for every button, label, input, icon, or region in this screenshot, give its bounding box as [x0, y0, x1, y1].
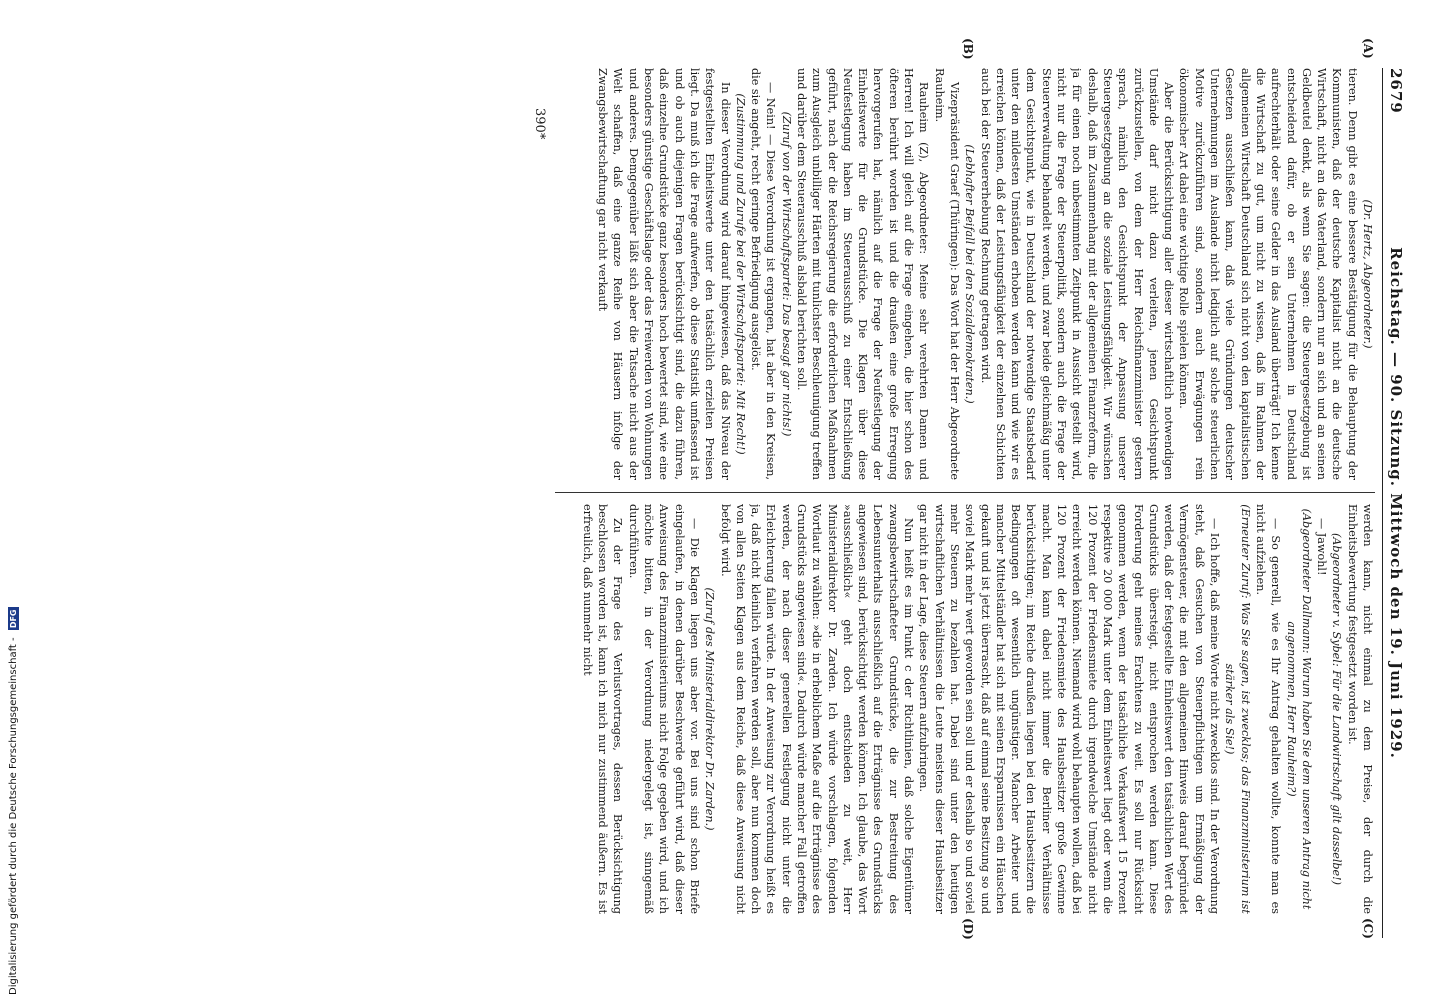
page-title: Reichstag. — 90. Sitzung. Mittwoch den 19. Juni 1929.: [1387, 247, 1405, 759]
dfg-logo: DFG: [9, 609, 18, 629]
text-column-first: [565, 68, 1375, 480]
text-column-second: [565, 504, 1375, 914]
paragraph: (Abgeordneter v. Sybel: Für die Landwirtschaft gilt dasselbe!): [1330, 532, 1344, 886]
margin-marker-c: (C): [1361, 918, 1375, 939]
paragraph: — Ich hoffe, daß meine Worte nicht zwecklos sind. In der Verordnung steht, daß Gesuchen von Steuerpflichtigen um Ermäßigung der Vermögensteuer, die mit den allgemeinen Hinweis darauf begründet werden, daß der festgestellte Einheitswert den tatsächlichen Wert des Grundstücks übersteigt, nicht entsprochen werden kann. Diese Forderung geht meines Erachtens zu weit. Es soll nur Rücksicht genommen werden, wenn der tatsächliche Verkaufswert 15 Prozent respektive 20 000 Mark unter dem Einheitswert liegt oder wenn die 120 Prozent der Friedensmiete durch irgendwelche Umstände nicht erreicht werden können. Niemand wird wohl behaupten wollen, daß bei 120 Prozent der Friedensmiete des Hausbesitzer große Gewinne macht. Man kann dabei nicht immer die Berliner Verhältnisse berücksichtigen; im Reiche draußen liegen bei den Hausbesitzern die Bedingungen oft wesentlich ungünstiger. Mancher Arbeiter und mancher Mittelständler hat sich mit seinen Ersparnissen ein Häuschen gekauft und ist jetzt überrascht, daß auf einmal seine Besitzung so und soviel Mark mehr wert geworden sein soll und er deshalb so und soviel mehr Steuern zu bezahlen hat. Dabei sind unter den heutigen wirtschaftlichen Verhältnissen die Leute meistens dieser Hausbesitzer gar nicht in der Lage, diese Steuern aufzubringen.: [917, 504, 1222, 914]
paragraph: Rauheim (Z), Abgeordneter: Meine sehr verehrten Damen und Herren! Ich will gleich auf die Frage eingehen, die hier schon des öfteren berührt worden ist und die draußen eine große Erregung hervorgerufen hat, nämlich auf die Frage der Neufestlegung der Einheitswerte für die Grundstücke. Die Klagen über diese Neufestlegung haben im Steuerausschuß zu einer Entschließung geführt, nach der die Reichsregierung die erforderlichen Maßnahmen zum Ausgleich unbilliger Härten mit tunlichster Beschleunigung treffen und darüber dem Steuerausschuß alsbald berichten soll.: [795, 68, 931, 480]
paragraph: tieren. Denn gibt es eine bessere Bestätigung für die Behauptung der Kommunisten, daß der deutsche Kapitalist nicht an die deutsche Wirtschaft, nicht an das Vaterland, sondern nur an sich und an seinen Geldbeutel denkt, als wenn Sie sagen: die Steuergesetzgebung ist entscheidend dafür, ob er sein Unternehmen in Deutschland aufrechterhält oder seine Gelder in das Ausland überträgt! Ich kenne die Wirtschaft zu gut, um nicht zu wissen, daß im Rahmen der allgemeinen Wirtschaft Deutschland sich nicht von den kapitalistischen Gesetzen ausschließen kann, daß viele Gründungen deutscher Unternehmungen im Auslande nicht lediglich auf solche steuerlichen Motive zurückzuführen sind, sondern auch Erwägungen rein ökonomischer Art dabei eine wichtige Rolle spielen können.: [1177, 68, 1359, 480]
paragraph: (Abgeordneter Dallmann: Warum haben Sie dem unseren Antrag nicht angenommen, Herr Rauheim?): [1284, 508, 1313, 910]
rotated-page: [315, 38, 1405, 940]
paragraph: — Nein! — Diese Verordnung ist ergangen, hat aber in den Kreisen, die sie angeht, recht geringe Befriedigung ausgelöst.: [749, 68, 778, 480]
page-header: [1382, 68, 1405, 938]
credit-text: Digitalisierung gefördert durch die Deutsche Forschungsgemeinschaft -: [8, 637, 19, 995]
paragraph: (Lebhafter Beifall bei den Sozialdemokraten.): [963, 144, 977, 404]
paragraph: werden kann, nicht einmal zu dem Preise, der durch die Einheitsbewertung festgesetzt worden ist.: [1345, 504, 1374, 914]
paragraph: (Zustimmung und Zurufe bei der Wirtschaftspartei: Mit Recht!): [733, 93, 747, 455]
margin-marker-b: (B): [961, 38, 975, 60]
paragraph: Zu der Frage des Verlustvortrages, dessen Berücksichtigung beschlossen worden ist, kann ich mich nur zustimmend äußern. Es ist erfreulich, daß nunmehr nicht: [580, 504, 625, 914]
speaker-intro: (Dr. Hertz, Abgeordneter.): [1361, 199, 1374, 349]
paragraph: Vizepräsident Graef (Thüringen): Das Wort hat der Herr Abgeordnete Rauheim.: [932, 68, 961, 480]
paragraph: — So generell, wie es Ihr Antrag gehalten wollte, konnte man es nicht aufziehen.: [1253, 504, 1283, 914]
paragraph: — Jawohl!: [1315, 518, 1329, 576]
paragraph: — Die Klagen liegen uns aber vor. Bei uns sind schon Briefe eingelaufen, in denen darüber Beschwerde geführt wird, daß dieser Anweisung des Finanzministeriums nicht Folge gegeben wird, und ich möchte bitten, in der Verordnung niedergelegt ist, sinngemäß durchführen.: [626, 504, 701, 914]
paragraph: Aber die Berücksichtigung aller dieser wirtschaftlich notwendigen Umstände darf nicht dazu verleiten, jenen Gesichtspunkt zurückzustellen, von dem der Herr Reichsfinanzminister gestern sprach, nämlich den Gesichtspunkt der Anpassung unserer Steuergesetzgebung an die soziale Leistungsfähigkeit. Wir wünschen deshalb, daß im Zusammenhang mit der allgemeinen Finanzreform, die ja für einen noch unbestimmten Zeitpunkt in Aussicht gestellt wird, nicht nur die Frage der Steuerpolitik, sondern auch die Frage der Steuerverwaltung behandelt werden, und zwar beide gleichmäßig unter dem Gesichtspunkt, wie in Deutschland der notwendige Staatsbedarf unter den mildesten Umständen erhoben werden kann und wie wir es erreichen können, daß der Leistungsfähigkeit der einzelnen Schichten auch bei der Steuererhebung Rechnung getragen wird.: [978, 68, 1176, 480]
column-divider: [555, 492, 1375, 493]
margin-marker-d: (D): [961, 918, 975, 940]
paragraph: (Zuruf des Ministerialdirektor Dr. Zarden.): [703, 587, 717, 831]
digitization-credit: [8, 608, 19, 996]
page-number: 2679: [1387, 68, 1405, 114]
paragraph: (Erneuter Zuruf: Was Sie sagen, ist zwecklos; das Finanzministerium ist stärker als Sie!): [1223, 504, 1252, 914]
paragraph: (Zuruf von der Wirtschaftspartei: Das besagt gar nichts!): [779, 111, 793, 437]
sheet-mark: 390*: [532, 108, 547, 140]
margin-marker-a: (A): [1361, 38, 1375, 59]
paragraph: Nun heißt es im Punkt c der Richtlinien, daß solche Eigentümer zwangsbewirtschafteter Grundstücke, die zur Bestreitung des Lebensunterhalts ausschließlich auf die Erträgnisse des Grundstücks angewiesen sind, berücksichtigt werden können. Ich glaube, das Wort »ausschließlich« geht doch entschieden zu weit, Herr Ministerialdirektor Dr. Zarden. Ich würde vorschlagen, folgenden Wortlaut zu wählen: »die in erheblichem Maße auf die Erträgnisse des Grundstücks angewiesen sind«. Dadurch würde mancher Fall getroffen werden, der nach dieser generellen Festlegung nicht unter die Erleichterung fallen würde. In der Anweisung zur Verordnung heißt es ja, daß nicht kleinlich verfahren werden soll, aber nun kommen doch von allen Seiten Klagen aus dem Reiche, daß diese Anweisung nicht befolgt wird.: [718, 504, 916, 914]
paragraph: In dieser Verordnung wird darauf hingewiesen, daß das Niveau der festgestellten Einheitswerte unter den tatsächlich erzielten Preisen liegt. Da muß ich die Frage aufwerfen, ob diese Statistik umfassend ist und ob auch diejenigen Fragen berücksichtigt sind, die dazu führen, daß einzelne Grundstücke ganz besonders hoch bewertet sind, wie eine besonders günstige Geschäftslage oder das Freiwerden von Wohnungen und anderes. Demgegenüber läßt sich aber die Tatsache nicht aus der Welt schaffen, daß eine ganze Reihe von Häusern infolge der Zwangsbewirtschaftung gar nicht verkauft: [596, 68, 732, 480]
